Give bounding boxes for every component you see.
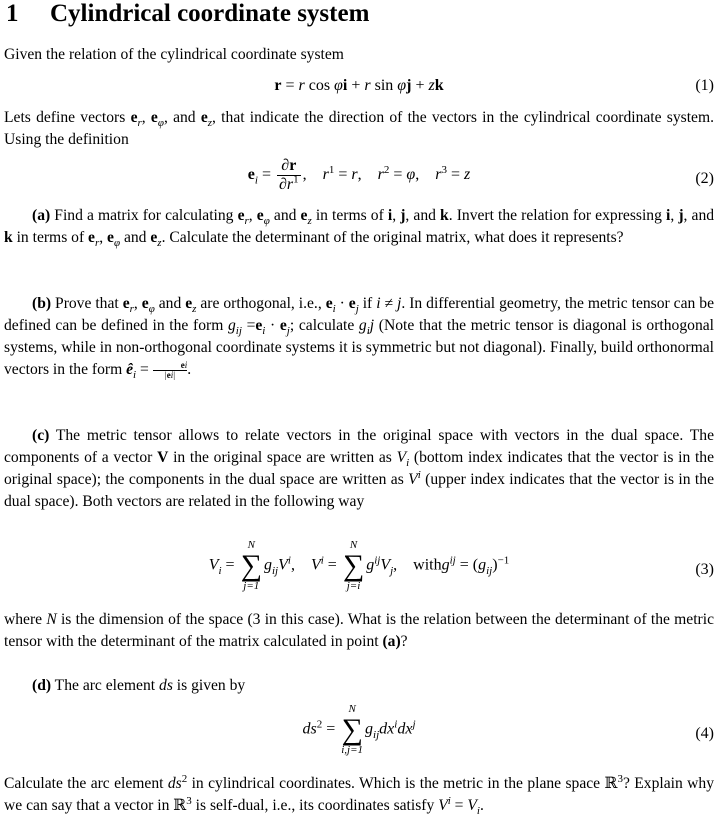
equation-1-tag: (1): [695, 77, 714, 94]
part-b-paragraph: (b) Prove that $e_r$, $e_\varphi$ and $e_z$ are orthogonal, i.e., $e_i \cdot e_j$ if i ≠ j. In differential geometry, the metric tensor can be defined can be defined in the form $g_{ij} =e_i \cdot e_j$; calculate $g_ij$ (Note that the metric tensor is diagonal is orthogonal systems, while in non-orthogonal coordinate systems it is symmetric but not diagonal). Finally, build orthonormal vectors in the form $ê_i$ = $\frac{ei}{|ei|}$.: [4, 295, 714, 382]
section-heading: [6, 0, 369, 28]
section-number: 1: [6, 0, 19, 27]
final-paragraph: Calculate the arc element $ds^2$ in cylindrical coordinates. Which is the metric in the plane space ℝ$^3$? Explain why we can say that a vector in ℝ$^3$ is self-dual, i.e., its coordinates satisfy $V^i = V_i$.: [4, 772, 715, 818]
section-title: Cylindrical coordinate system: [50, 0, 370, 27]
equation-2: $e_i$ = $\frac{\partial r}{\partial r^1}$ , $r^1 = r$, $r^2 = \varphi$, $r^3 = z$ (2): [247, 157, 714, 193]
part-a-paragraph: (a) Find a matrix for calculating $e_r$, $e_\varphi$ and $e_z$ in terms of i, j, and k. Invert the relation for expressing i, j, and k in terms of $e_r$, $e_\varphi$ and $e_z$. Calculate the determinant of the original matrix, what does it represents?: [4, 207, 715, 250]
part-a-label: (a): [32, 207, 51, 224]
equation-4: $ds^2$ = N ∑ i,j=1 $g_{ij}dx^idx^j$ (4): [302, 703, 714, 756]
part-c-label: (c): [32, 427, 50, 444]
equation-1: r = r cos φi + r sin φj + zk (1): [274, 77, 714, 94]
define-paragraph: Lets define vectors $e_r$, $e_\varphi$, and $e_z$, that indicate the direction of the vectors in the cylindrical coordinate system. Using the definition: [4, 109, 715, 148]
equation-4-tag: (4): [695, 725, 714, 742]
equation-2-tag: (2): [695, 170, 714, 187]
part-b-label: (b): [32, 295, 52, 312]
part-c-paragraph: (c) The metric tensor allows to relate vectors in the original space with vectors in the dual space. The components of a vector V in the original space are written as $V_i$ (bottom index indicates that the vector is in the original space); the components in the dual space are written as $V^i$ (upper index indicates that the vector is in the dual space). Both vectors are related in the following way: [4, 427, 715, 510]
equation-3: $V_i$ = N ∑ j=1 $g_{ij}V^i$, $V^i$ = N ∑ j=i $g^{ij}V_j$, withg$^{ij}$ = $(g_{ij})^{-1}$ (3): [208, 539, 714, 592]
intro-paragraph: Given the relation of the cylindrical coordinate system: [4, 46, 344, 63]
part-d-paragraph: (d) The arc element ds is given by: [32, 677, 246, 694]
part-d-label: (d): [32, 677, 52, 694]
after-eq3-paragraph: where N is the dimension of the space (3 in this case). What is the relation between the determinant of the metric tensor with the determinant of the matrix calculated in point (a)?: [4, 611, 714, 650]
equation-3-tag: (3): [695, 561, 714, 578]
